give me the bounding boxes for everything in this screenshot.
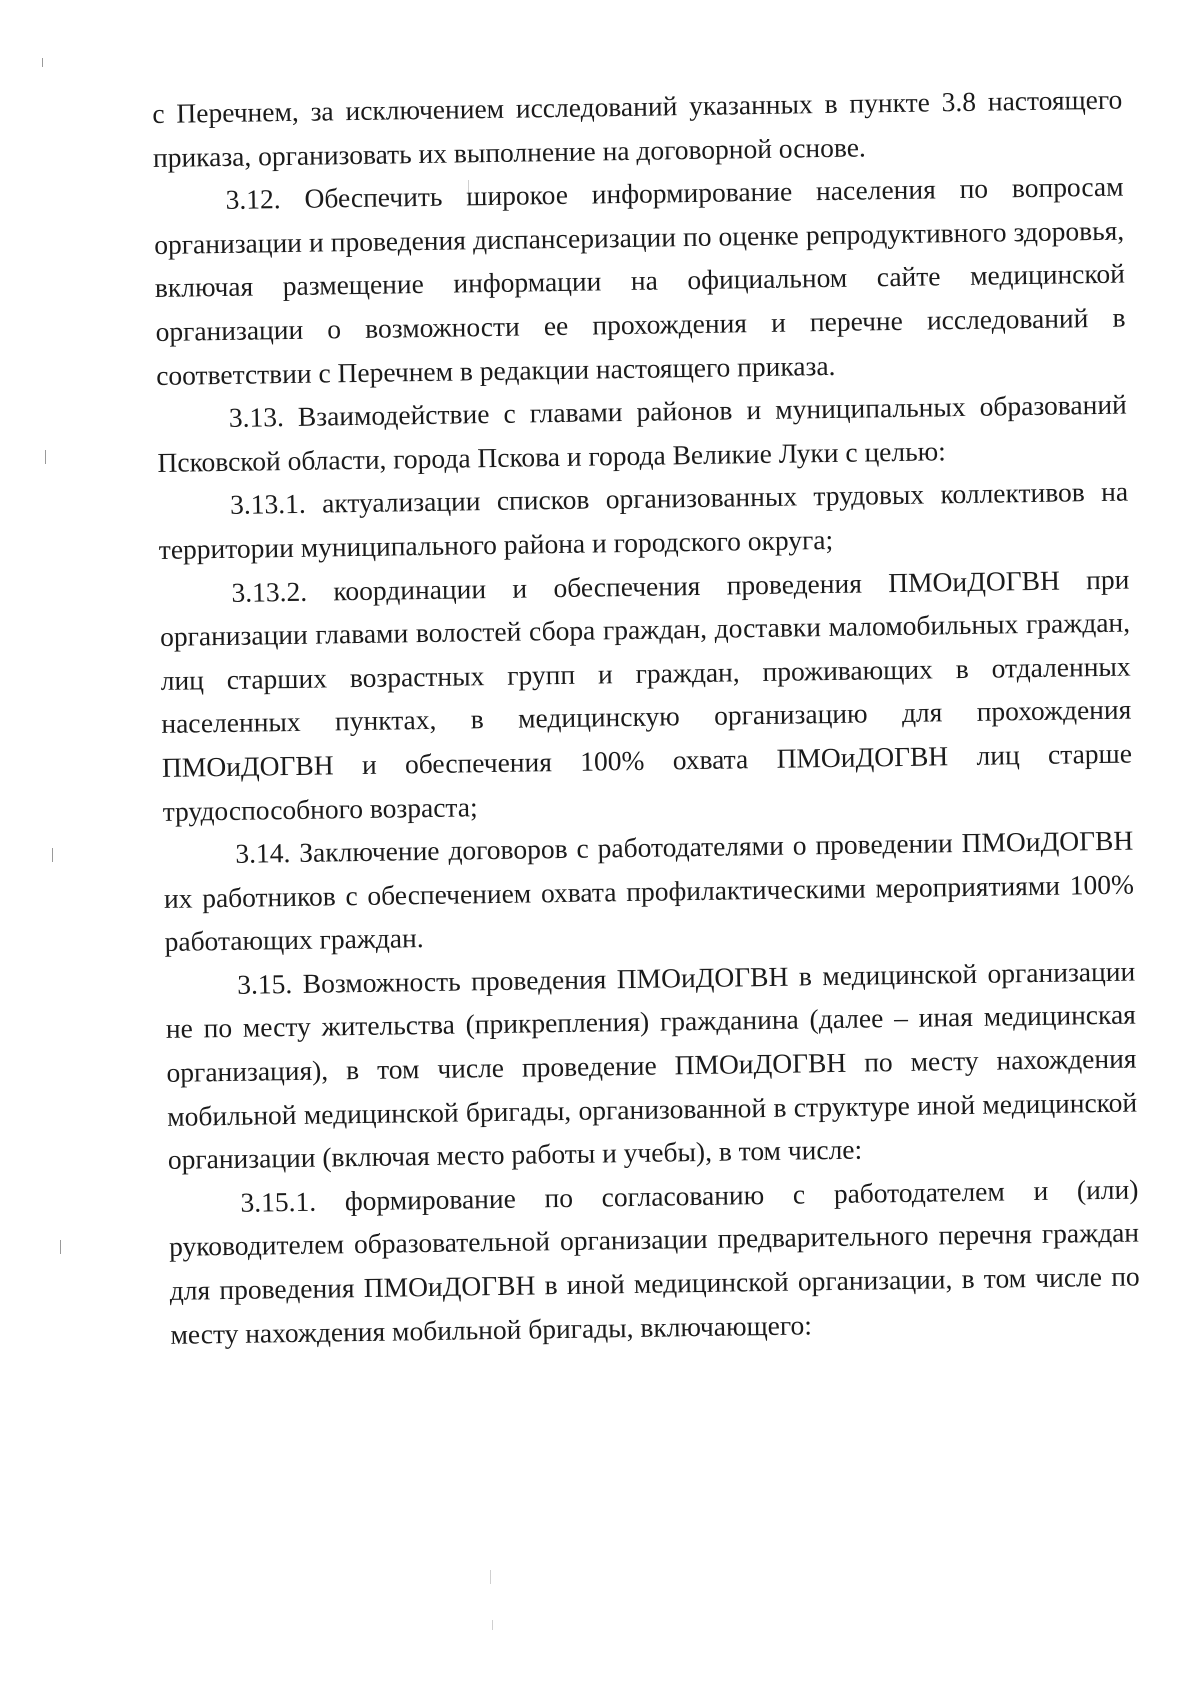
- scan-mark: [45, 450, 46, 464]
- paragraph-3-12: 3.12. Обеспечить широкое информирование населения по вопросам организации и проведения диспансеризации по оценке репродуктивного здоровья, включая размещение информации на официальном сайте медицинской организации о возможности ее прохождения и перечне исследований в соответствии с Перечнем в редакции настоящего приказа.: [154, 170, 1126, 391]
- document-body: [152, 78, 1141, 1356]
- scan-mark: [492, 1620, 493, 1630]
- paragraph-3-13: 3.13. Взаимодействие с главами районов и муниципальных образований Псковской области, города Пскова и города Великие Луки с целью:: [157, 388, 1127, 478]
- paragraph-3-15: 3.15. Возможность проведения ПМОиДОГВН в медицинской организации не по месту жительства (прикрепления) гражданина (далее – иная медицинская организация), в том числе проведение ПМОиДОГВН по месту нахождения мобильной медицинской бригады, организованной в структуре иной медицинской организации (включая место работы и учебы), в том числе:: [165, 955, 1138, 1176]
- scan-mark: [52, 848, 53, 862]
- scan-mark: [42, 58, 43, 67]
- paragraph-3-13-2: 3.13.2. координации и обеспечения проведения ПМОиДОГВН при организации главами волостей сбора граждан, доставки маломобильных граждан, лиц старших возрастных групп и граждан, проживающих в отдаленных населенных пунктах, в медицинскую организацию для прохождения ПМОиДОГВН и обеспечения 100% охвата ПМОиДОГВН лиц старше трудоспособного возраста;: [159, 563, 1133, 827]
- paragraph-3-15-1: 3.15.1. формирование по согласованию с работодателем и (или) руководителем образовательной организации предварительного перечня граждан для проведения ПМОиДОГВН в иной медицинской организации, в том числе по месту нахождения мобильной бригады, включающего:: [168, 1173, 1140, 1350]
- paragraph-3-14: 3.14. Заключение договоров с работодателями о проведении ПМОиДОГВН их работников с обеспечением охвата профилактическими мероприятиями 100% работающих граждан.: [163, 824, 1135, 958]
- scan-mark: [60, 1240, 61, 1254]
- scan-mark: [490, 1570, 491, 1584]
- paragraph-continuation: с Перечнем, за исключением исследований указанных в пункте 3.8 настоящего приказа, организовать их выполнение на договорной основе.: [152, 83, 1123, 173]
- paragraph-3-13-1: 3.13.1. актуализации списков организованных трудовых коллективов на территории муниципального района и городского округа;: [158, 475, 1129, 565]
